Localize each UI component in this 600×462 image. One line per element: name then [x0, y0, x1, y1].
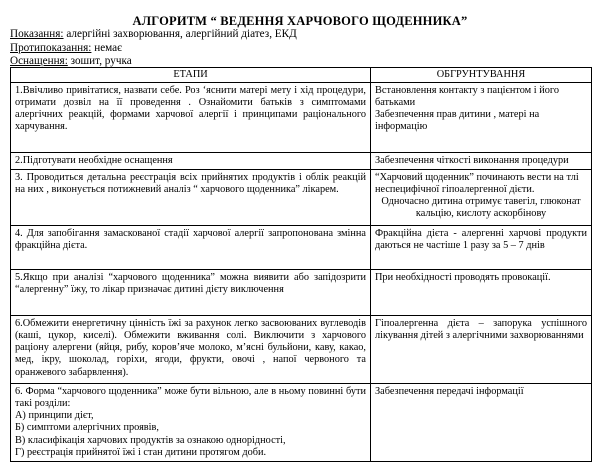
table-row: [11, 170, 592, 226]
table-row: [11, 153, 592, 170]
contraindications-label: Протипоказання:: [10, 42, 92, 54]
step-cell: [11, 384, 371, 462]
reason-line: Забезпечення чіткості виконання процедури: [375, 155, 569, 167]
contraindications-line: [10, 42, 122, 55]
algorithm-table: [10, 67, 592, 462]
step-cell: 3. Проводиться детальна реєстрація всіх прийнятих продуктів і облік реакцій на них , виконується потижневий аналіз “ харчового щоденника” лікарем.: [11, 170, 371, 226]
reason-cell: [371, 316, 592, 384]
reason-line: При необхідності проводять провокації.: [375, 272, 551, 284]
contraindications-value: немає: [91, 42, 122, 54]
indications-label: Показання:: [10, 28, 64, 40]
reason-line: Фракційна дієта - алергенні харчові продукти даються не частіше 1 разу за 5 – 7 днів: [375, 228, 587, 252]
reason-cell: [371, 170, 592, 226]
page-title: АЛГОРИТМ “ ВЕДЕННЯ ХАРЧОВОГО ЩОДЕННИКА”: [132, 14, 468, 28]
step-cell: 1.Ввічливо привітатися, назвати себе. Роз ‘яснити матері мету і хід процедури, отримати дозвіл на її проведення . Ознайомити батьків з симптомами алергічних реакцій, формами харчової алергії і принципами раціонального харчування.: [11, 83, 371, 153]
indications-line: [10, 28, 297, 41]
reason-cell: [371, 270, 592, 316]
reason-line: Одночасно дитина отримує тавегіл, глюконат кальцію, кислоту аскорбінову: [381, 196, 581, 220]
reason-line: Встановлення контакту з пацієнтом і його батьками: [375, 85, 559, 109]
equipment-value: зошит, ручка: [67, 55, 132, 67]
step-cell: 4. Для запобігання замаскованої стадії харчової алергії запропонована змінна фракційна дієта.: [11, 226, 371, 270]
header-reasoning: ОБГРУНТУВАННЯ: [371, 68, 592, 83]
table-row: [11, 316, 592, 384]
reason-cell: [371, 226, 592, 270]
step-cell: 2.Підготувати необхідне оснащення: [11, 153, 371, 170]
step-line: А) принципи дієт,: [15, 410, 94, 422]
table-row: [11, 384, 592, 462]
step-line: Б) симптоми алергічних проявів,: [15, 422, 159, 434]
header-steps: ЕТАПИ: [11, 68, 371, 83]
step-cell: 5.Якщо при аналізі “харчового щоденника” можна виявити або запідозрити “алергенну” їжу, то лікар призначає дитині дієту виключення: [11, 270, 371, 316]
reason-line: “Харчовий щоденник” починають вести на тлі неспецифічної гіпоалергенної дієти.: [375, 172, 579, 196]
equipment-label: Оснащення:: [10, 55, 68, 67]
step-line: Г) реєстрація прийнятої їжі і стан дитини протягом доби.: [15, 446, 267, 458]
table-row: [11, 83, 592, 153]
reason-line: Гіпоалергенна дієта – запорука успішного лікування дітей з алергічними захворюваннями: [375, 318, 587, 342]
table-header-row: [11, 68, 592, 83]
table-row: [11, 226, 592, 270]
reason-cell: [371, 384, 592, 462]
step-line: В) класифікація харчових продуктів за ознакою однорідності,: [15, 434, 286, 446]
reason-line: Забезпечення прав дитини , матері на інформацію: [375, 109, 540, 133]
reason-cell: [371, 83, 592, 153]
step-cell: 6.Обмежити енергетичну цінність їжі за рахунок легко засвоюваних вуглеводів (каші, цукор, киселі). Обмежити вживання солі. Виключити з харчового раціону алергени (яйця, рибу, коров’яче молоко, м’ясні бульйони, каву, какао, мед, ікру, шоколад, горіхи, ягоди, фрукти, овочі , напої червоного та оранжевого забарвлення).: [11, 316, 371, 384]
reason-line: Забезпечення передачі інформації: [375, 386, 524, 398]
indications-value: алергійні захворювання, алергійний діатез, ЕКД: [63, 28, 297, 40]
step-line: 6. Форма “харчового щоденника” може бути вільною, але в ньому повинні бути такі розділи:: [15, 386, 366, 410]
reason-cell: [371, 153, 592, 170]
table-row: [11, 270, 592, 316]
